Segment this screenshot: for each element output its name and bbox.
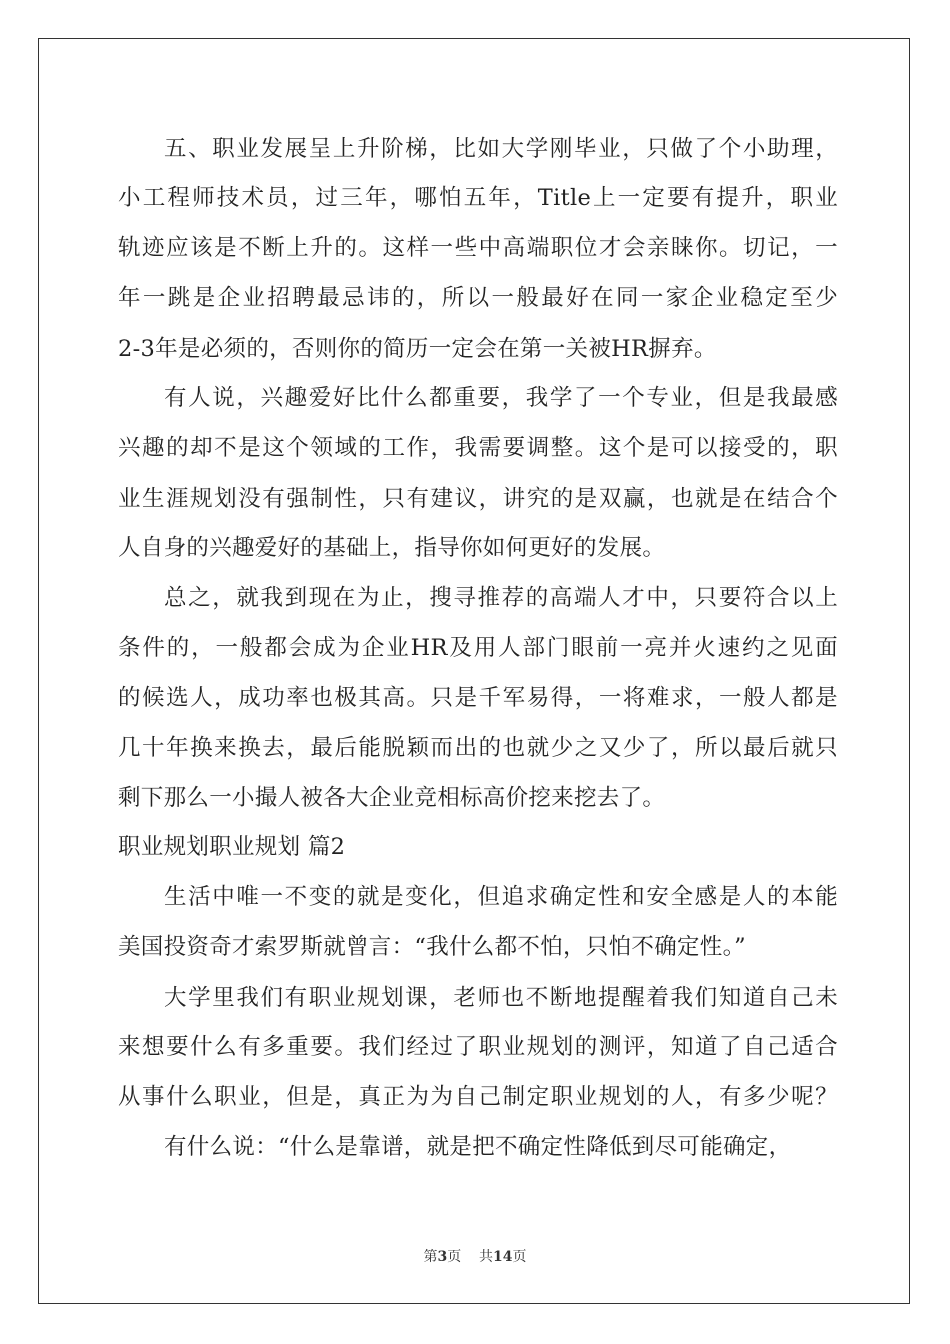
total-suffix: 页 <box>512 1249 527 1265</box>
section-heading: 职业规划职业规划 篇2 <box>118 834 346 860</box>
paragraph-line: 人自身的兴趣爱好的基础上，指导你如何更好的发展。 <box>118 535 666 561</box>
page-footer <box>0 1246 950 1266</box>
paragraph-line: 条件的，一般都会成为企业HR及用人部门眼前一亮并火速约之见面 <box>118 635 838 661</box>
paragraph-line: 小工程师技术员，过三年，哪怕五年，Title上一定要有提升，职业 <box>118 185 838 211</box>
page-suffix: 页 <box>447 1249 462 1265</box>
paragraph-line: 轨迹应该是不断上升的。这样一些中高端职位才会亲睐你。切记，一 <box>118 235 838 261</box>
paragraph-line: 业生涯规划没有强制性，只有建议，讲究的是双赢，也就是在结合个 <box>118 486 838 512</box>
paragraph-line: 五、职业发展呈上升阶梯，比如大学刚毕业，只做了个小助理， <box>164 136 838 162</box>
paragraph-line: 来想要什么有多重要。我们经过了职业规划的测评，知道了自己适合 <box>118 1034 838 1060</box>
paragraph-line: 2-3年是必须的，否则你的简历一定会在第一关被HR摒弃。 <box>118 336 717 362</box>
paragraph-line: 年一跳是企业招聘最忌讳的，所以一般最好在同一家企业稳定至少 <box>118 285 838 311</box>
page-border <box>38 38 910 1304</box>
paragraph-line: 几十年换来换去，最后能脱颖而出的也就少之又少了，所以最后就只 <box>118 735 838 761</box>
total-pages: 14 <box>493 1249 513 1265</box>
paragraph-line: 有什么说：“什么是靠谱，就是把不确定性降低到尽可能确定， <box>164 1134 792 1160</box>
paragraph-line: 兴趣的却不是这个领域的工作，我需要调整。这个是可以接受的，职 <box>118 435 838 461</box>
paragraph-line: 总之，就我到现在为止，搜寻推荐的高端人才中，只要符合以上 <box>164 585 838 611</box>
paragraph-line: 从事什么职业，但是，真正为为自己制定职业规划的人，有多少呢？ <box>118 1084 838 1110</box>
paragraph-line: 剩下那么一小撮人被各大企业竞相标高价挖来挖去了。 <box>118 785 666 811</box>
paragraph-line: 美国投资奇才索罗斯就曾言：“我什么都不怕，只怕不确定性。” <box>118 934 746 960</box>
paragraph-line: 的候选人，成功率也极其高。只是千军易得，一将难求，一般人都是 <box>118 685 838 711</box>
paragraph-line: 生活中唯一不变的就是变化，但追求确定性和安全感是人的本能 <box>164 884 838 910</box>
page-number: 3 <box>437 1249 448 1265</box>
paragraph-line: 大学里我们有职业规划课，老师也不断地提醒着我们知道自己未 <box>164 985 838 1011</box>
total-prefix: 共 <box>479 1249 494 1265</box>
paragraph-line: 有人说，兴趣爱好比什么都重要，我学了一个专业，但是我最感 <box>164 385 838 411</box>
page-prefix: 第 <box>423 1249 438 1265</box>
